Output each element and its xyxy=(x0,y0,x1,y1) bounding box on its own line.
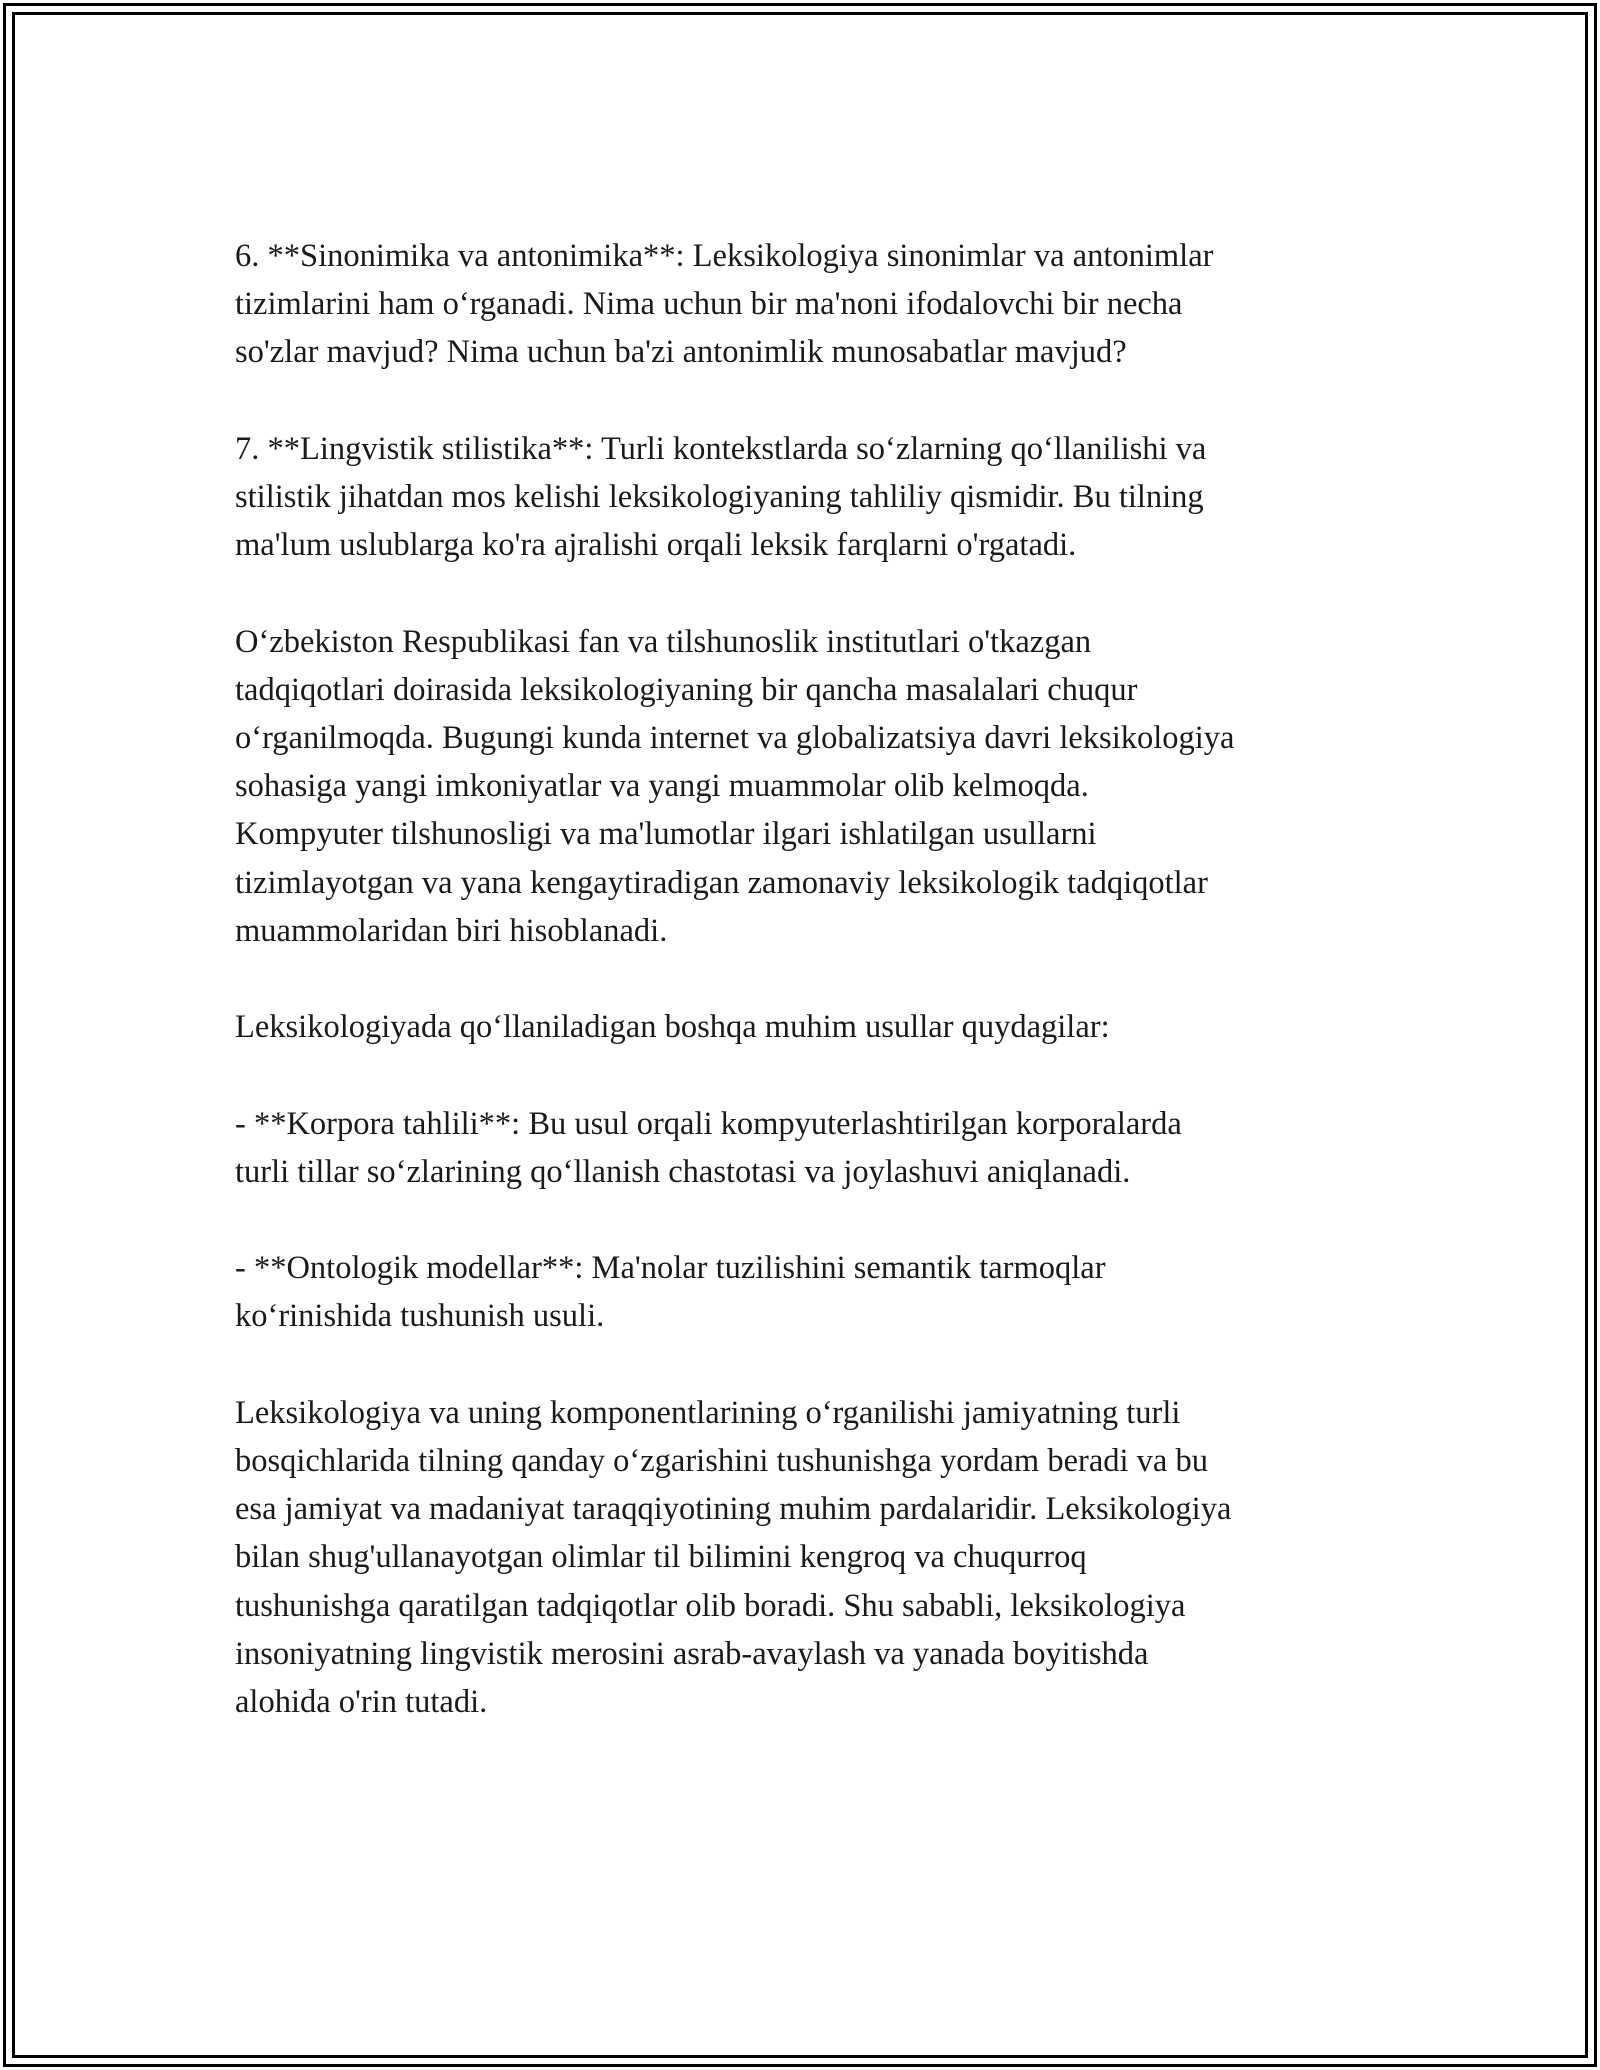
text-line: bosqichlarida tilning qanday o‘zgarishini tushunishga yordam beradi va bu xyxy=(235,1442,1208,1479)
list-item-korpora xyxy=(235,1100,1385,1196)
text-line: esa jamiyat va madaniyat taraqqiyotining muhim pardalaridir. Leksikologiya xyxy=(235,1491,1232,1528)
paragraph-xulosa xyxy=(235,1389,1385,1726)
text-line: O‘zbekiston Respublikasi fan va tilshunoslik institutlari o'tkazgan xyxy=(235,623,1092,660)
text-line: Leksikologiya va uning komponentlarining o‘rganilishi jamiyatning turli xyxy=(235,1394,1181,1431)
text-line: bilan shug'ullanayotgan olimlar til bilimini kengroq va chuqurroq xyxy=(235,1539,1087,1576)
text-line: stilistik jihatdan mos kelishi leksikologiyaning tahliliy qismidir. Bu tilning xyxy=(235,479,1204,515)
text-line: muammolaridan biri hisoblanadi. xyxy=(235,912,668,949)
paragraph-tadqiqotlar xyxy=(235,618,1385,955)
text-line: tushunishga qaratilgan tadqiqotlar olib boradi. Shu sababli, leksikologiya xyxy=(235,1587,1186,1624)
text-line: o‘rganilmoqda. Bugungi kunda internet va globalizatsiya davri leksikologiya xyxy=(235,720,1235,756)
text-line: - **Korpora tahlili**: Bu usul orqali kompyuterlashtirilgan korporalarda xyxy=(235,1105,1182,1142)
paragraph-sinonimika xyxy=(235,232,1385,377)
text-line: Kompyuter tilshunosligi va ma'lumotlar ilgari ishlatilgan usullarni xyxy=(235,816,1097,853)
text-line: sohasiga yangi imkoniyatlar va yangi muammolar olib kelmoqda. xyxy=(235,768,1089,805)
text-line: 6. **Sinonimika va antonimika**: Leksikologiya sinonimlar va antonimlar xyxy=(235,238,1214,274)
list-item-ontologik xyxy=(235,1244,1385,1340)
text-line: so'zlar mavjud? Nima uchun ba'zi antonimlik munosabatlar mavjud? xyxy=(235,334,1127,371)
text-line: alohida o'rin tutadi. xyxy=(235,1684,488,1720)
document-body xyxy=(235,232,1385,1774)
text-line: turli tillar so‘zlarining qo‘llanish chastotasi va joylashuvi aniqlanadi. xyxy=(235,1153,1131,1190)
text-line: 7. **Lingvistik stilistika**: Turli kontekstlarda so‘zlarning qo‘llanilishi va xyxy=(235,430,1207,467)
paragraph-stilistika xyxy=(235,425,1385,570)
text-line: tizimlarini ham o‘rganadi. Nima uchun bir ma'noni ifodalovchi bir necha xyxy=(235,286,1183,323)
text-line: ko‘rinishida tushunish usuli. xyxy=(235,1298,605,1335)
text-line: tizimlayotgan va yana kengaytiradigan zamonaviy leksikologik tadqiqotlar xyxy=(235,864,1208,901)
text-line: ma'lum uslublarga ko'ra ajralishi orqali leksik farqlarni o'rgatadi. xyxy=(235,527,1077,564)
text-line: Leksikologiyada qo‘llaniladigan boshqa muhim usullar quydagilar: xyxy=(235,1009,1110,1046)
text-line: tadqiqotlari doirasida leksikologiyaning bir qancha masalalari chuqur xyxy=(235,671,1138,708)
text-line: insoniyatning lingvistik merosini asrab-avaylash va yanada boyitishda xyxy=(235,1635,1149,1672)
text-line: - **Ontologik modellar**: Ma'nolar tuzilishini semantik tarmoqlar xyxy=(235,1250,1106,1287)
paragraph-usullar-intro xyxy=(235,1003,1385,1051)
